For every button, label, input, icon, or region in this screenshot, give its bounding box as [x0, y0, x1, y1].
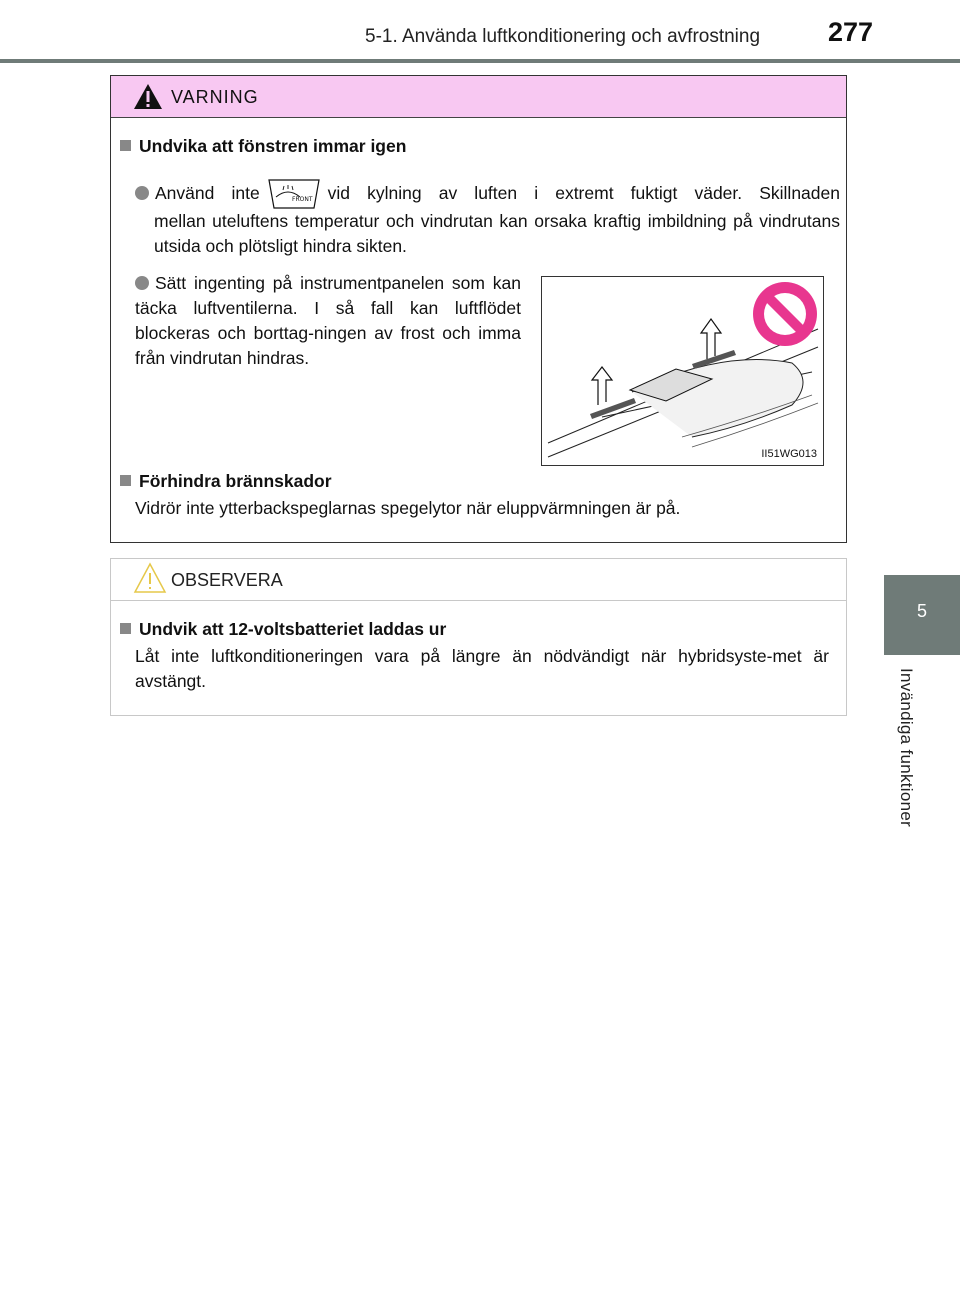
chapter-tab: 5	[884, 575, 960, 655]
warning-header	[111, 76, 846, 118]
square-bullet-icon	[120, 475, 131, 486]
bullet-defroster-rest: mellan uteluftens temperatur och vindrutan kan orsaka kraftig imbildning på vindrutans utsida och plötsligt hindra sikten.	[154, 211, 840, 256]
warning-box	[110, 75, 847, 543]
warning-title: VARNING	[171, 87, 259, 107]
chapter-tab-label: Invändiga funktioner	[897, 668, 916, 828]
bullet-defroster-line1: Använd inte FRONT vid kylning av luften i extremt fuktigt väder. Skillnaden	[135, 177, 840, 218]
round-bullet-icon	[135, 186, 149, 200]
header-divider	[0, 59, 960, 63]
section-heading-fog: Undvika att fönstren immar igen	[120, 136, 406, 157]
round-bullet-icon	[135, 276, 149, 290]
figure-code: II51WG013	[761, 448, 817, 460]
burns-text: Vidrör inte ytterbackspeglarnas spegelytor när eluppvärmningen är på.	[135, 498, 681, 518]
notice-text: Låt inte luftkonditioneringen vara på längre än nödvändigt när hybridsyste-met är avstängt.	[135, 646, 829, 691]
svg-text:FRONT: FRONT	[291, 196, 313, 203]
section-heading-burns: Förhindra brännskador	[120, 471, 332, 492]
notice-triangle-icon	[133, 562, 167, 594]
warning-triangle-icon	[133, 83, 163, 110]
bullet-vents: Sätt ingenting på instrumentpanelen som kan täcka luftventilerna. I så fall kan luftflödet blockeras och borttag-ningen av frost och imma från vindrutan hindras.	[135, 273, 521, 368]
notice-box	[110, 558, 847, 716]
vent-cover-drawing	[542, 277, 823, 465]
square-bullet-icon	[120, 140, 131, 151]
notice-title: OBSERVERA	[171, 570, 283, 590]
chapter-title: 5-1. Använda luftkonditionering och avfrostning	[365, 26, 761, 47]
notice-header	[111, 559, 846, 601]
page-number: 277	[828, 17, 874, 47]
notice-heading: Undvik att 12-voltsbatteriet laddas ur	[120, 619, 446, 640]
square-bullet-icon	[120, 623, 131, 634]
dashboard-vent-illustration	[541, 276, 824, 466]
